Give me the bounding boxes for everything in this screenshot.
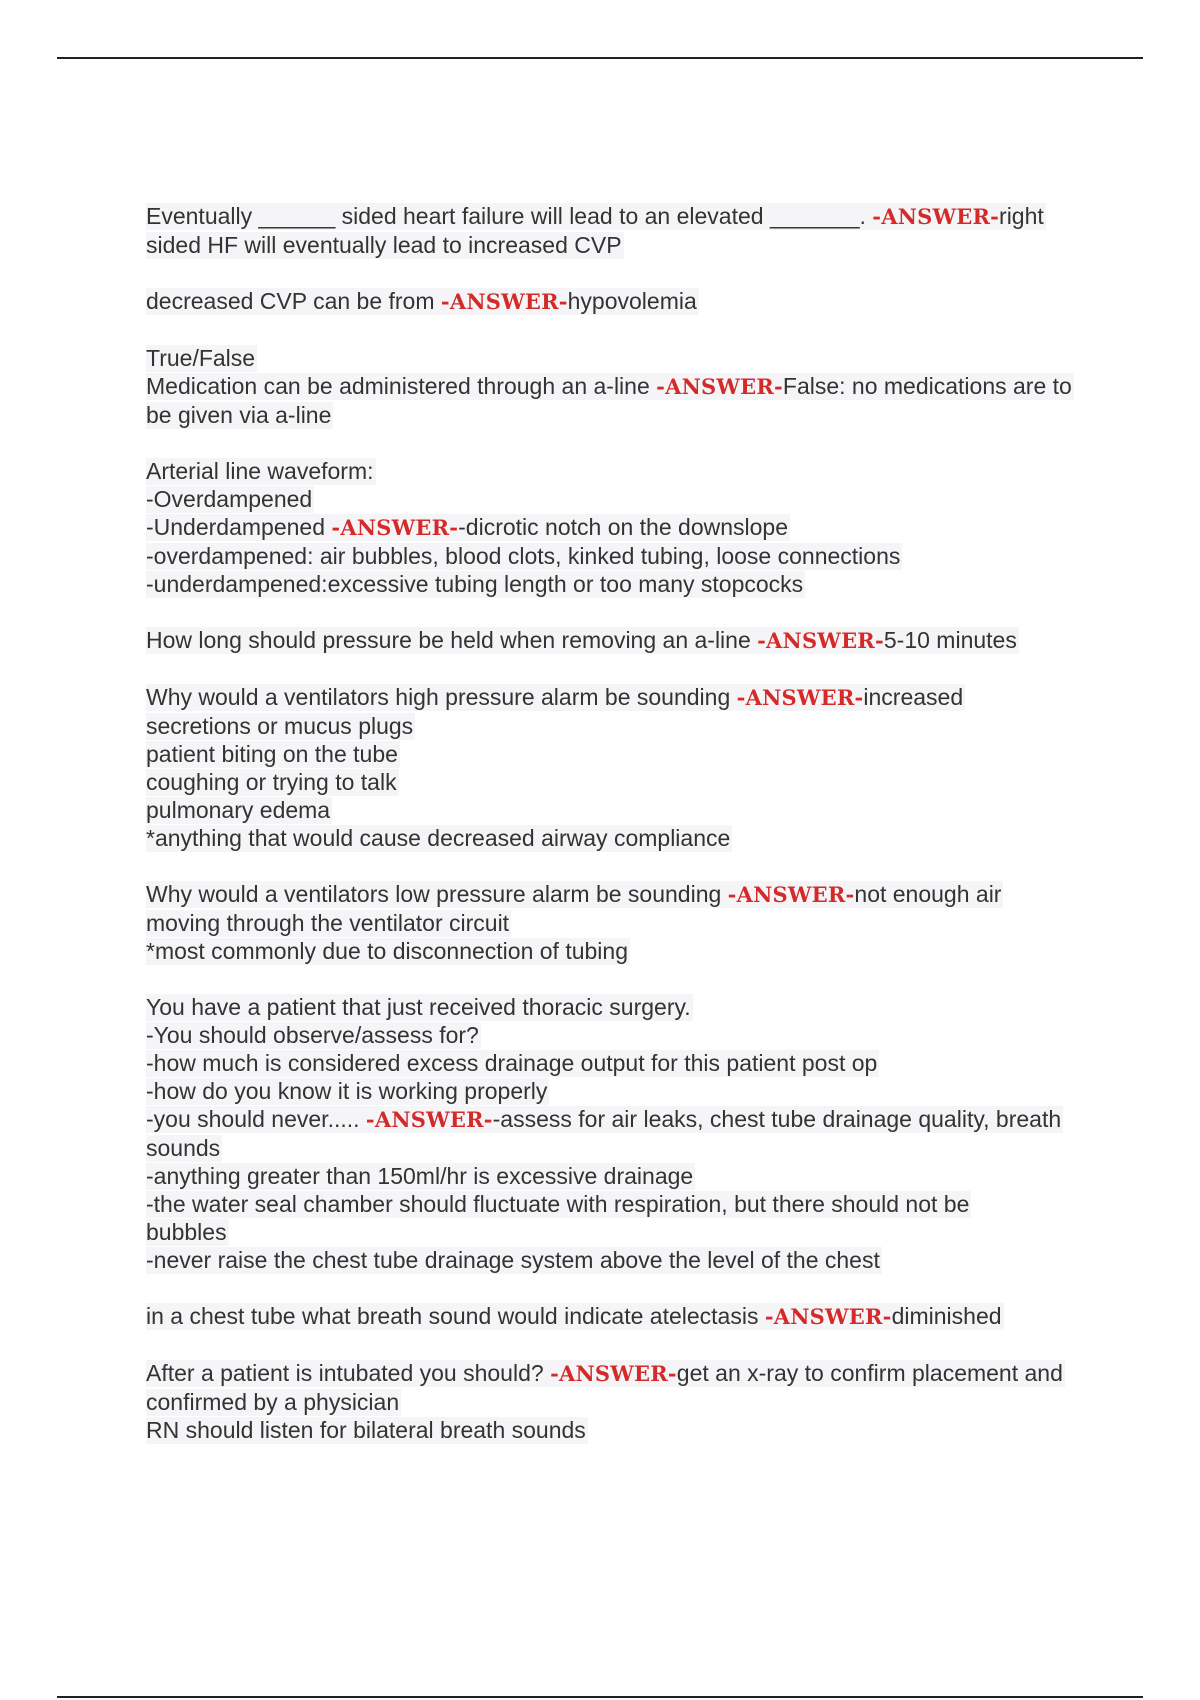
answer-text: right xyxy=(999,203,1044,229)
line-text: *anything that would cause decreased airway compliance xyxy=(146,825,731,851)
line-highlight xyxy=(146,825,732,852)
text-line xyxy=(146,1105,1106,1134)
text-line xyxy=(146,880,1106,909)
answer-tag: -ANSWER- xyxy=(727,882,855,907)
line-text: sided HF will eventually lead to increased CVP xyxy=(146,232,622,258)
line-highlight xyxy=(146,627,1019,654)
qa-entry xyxy=(146,1302,1106,1331)
line-text: -never raise the chest tube drainage system above the level of the chest xyxy=(146,1247,880,1273)
answer-tag: -ANSWER- xyxy=(440,289,568,314)
text-line xyxy=(146,1134,1106,1162)
text-line xyxy=(146,1162,1106,1190)
line-text: -underdampened:excessive tubing length or too many stopcocks xyxy=(146,571,804,597)
line-highlight xyxy=(146,288,699,315)
line-text: be given via a-line xyxy=(146,402,332,428)
line-highlight xyxy=(146,373,1074,400)
answer-text: -assess for air leaks, chest tube drainage quality, breath xyxy=(492,1106,1062,1132)
answer-text: -dicrotic notch on the downslope xyxy=(458,514,789,540)
line-highlight xyxy=(146,713,415,740)
qa-entry xyxy=(146,457,1106,598)
line-highlight xyxy=(146,881,1003,908)
line-highlight xyxy=(146,769,399,796)
qa-entry xyxy=(146,626,1106,655)
line-highlight xyxy=(146,458,376,485)
line-highlight xyxy=(146,1247,882,1274)
answer-tag: -ANSWER- xyxy=(365,1107,493,1132)
text-line xyxy=(146,1049,1106,1077)
line-highlight xyxy=(146,1360,1065,1387)
line-highlight xyxy=(146,402,333,429)
line-text: sounds xyxy=(146,1135,221,1161)
question-text: -you should never..... xyxy=(146,1106,366,1132)
text-line xyxy=(146,1246,1106,1274)
line-highlight xyxy=(146,684,965,711)
question-text: Why would a ventilators low pressure alarm be sounding xyxy=(146,881,728,907)
line-highlight xyxy=(146,938,630,965)
line-text: bubbles xyxy=(146,1219,227,1245)
answer-tag: -ANSWER- xyxy=(736,685,864,710)
qa-entry xyxy=(146,993,1106,1274)
line-highlight xyxy=(146,486,314,513)
qa-entry xyxy=(146,287,1106,316)
question-text: decreased CVP can be from xyxy=(146,288,441,314)
answer-tag: -ANSWER- xyxy=(872,204,1000,229)
text-line xyxy=(146,993,1106,1021)
line-highlight xyxy=(146,232,624,259)
line-text: -how much is considered excess drainage output for this patient post op xyxy=(146,1050,878,1076)
qa-entry xyxy=(146,880,1106,965)
text-line xyxy=(146,712,1106,740)
question-text: Eventually ______ sided heart failure will lead to an elevated _______. xyxy=(146,203,873,229)
line-text: moving through the ventilator circuit xyxy=(146,910,510,936)
qa-entry xyxy=(146,683,1106,852)
answer-tag: -ANSWER- xyxy=(656,374,783,399)
text-line xyxy=(146,202,1106,231)
line-highlight xyxy=(146,571,805,598)
line-text: *most commonly due to disconnection of tubing xyxy=(146,938,628,964)
answer-tag: -ANSWER- xyxy=(764,1304,892,1329)
line-text: secretions or mucus plugs xyxy=(146,713,414,739)
text-line xyxy=(146,1021,1106,1049)
text-line xyxy=(146,1218,1106,1246)
answer-text: hypovolemia xyxy=(567,288,697,314)
line-highlight xyxy=(146,1303,1004,1330)
document-body xyxy=(146,202,1106,1472)
line-text: -overdampened: air bubbles, blood clots, kinked tubing, loose connections xyxy=(146,543,901,569)
line-text: You have a patient that just received thoracic surgery. xyxy=(146,994,691,1020)
text-line xyxy=(146,513,1106,542)
footer-rule xyxy=(57,1696,1143,1698)
line-highlight xyxy=(146,1022,481,1049)
text-line xyxy=(146,542,1106,570)
line-highlight xyxy=(146,345,257,372)
question-text: Medication can be administered through an a-line xyxy=(146,373,657,399)
text-line xyxy=(146,372,1106,401)
text-line xyxy=(146,683,1106,712)
text-line xyxy=(146,1302,1106,1331)
text-line xyxy=(146,570,1106,598)
question-text: Why would a ventilators high pressure alarm be sounding xyxy=(146,684,737,710)
line-highlight xyxy=(146,797,332,824)
line-text: confirmed by a physician xyxy=(146,1389,400,1415)
line-highlight xyxy=(146,1219,229,1246)
line-highlight xyxy=(146,1417,588,1444)
question-text: After a patient is intubated you should? xyxy=(146,1360,551,1386)
text-line xyxy=(146,287,1106,316)
text-line xyxy=(146,937,1106,965)
qa-entry xyxy=(146,344,1106,429)
answer-text: diminished xyxy=(891,1303,1002,1329)
text-line xyxy=(146,1416,1106,1444)
line-highlight xyxy=(146,1050,879,1077)
line-highlight xyxy=(146,1389,401,1416)
text-line xyxy=(146,401,1106,429)
text-line xyxy=(146,1359,1106,1388)
text-line xyxy=(146,796,1106,824)
header-rule xyxy=(57,57,1143,59)
text-line xyxy=(146,740,1106,768)
answer-tag: -ANSWER- xyxy=(757,628,884,653)
line-text: -the water seal chamber should fluctuate with respiration, but there should not be xyxy=(146,1191,970,1217)
line-highlight xyxy=(146,1135,222,1162)
line-highlight xyxy=(146,203,1046,230)
text-line xyxy=(146,344,1106,372)
text-line xyxy=(146,1077,1106,1105)
text-line xyxy=(146,824,1106,852)
text-line xyxy=(146,626,1106,655)
text-line xyxy=(146,457,1106,485)
line-text: True/False xyxy=(146,345,256,371)
text-line xyxy=(146,1190,1106,1218)
answer-text: False: no medications are to xyxy=(782,373,1072,399)
line-text: -anything greater than 150ml/hr is excessive drainage xyxy=(146,1163,694,1189)
text-line xyxy=(146,231,1106,259)
line-text: -You should observe/assess for? xyxy=(146,1022,479,1048)
line-text: coughing or trying to talk xyxy=(146,769,397,795)
line-highlight xyxy=(146,1191,971,1218)
question-text: How long should pressure be held when removing an a-line xyxy=(146,627,758,653)
qa-entry xyxy=(146,202,1106,259)
answer-text: get an x-ray to confirm placement and xyxy=(676,1360,1063,1386)
answer-tag: -ANSWER- xyxy=(550,1361,677,1386)
answer-tag: -ANSWER- xyxy=(331,515,459,540)
line-highlight xyxy=(146,741,400,768)
qa-entry xyxy=(146,1359,1106,1444)
answer-text: 5-10 minutes xyxy=(883,627,1017,653)
line-highlight xyxy=(146,514,790,541)
question-text: -Underdampened xyxy=(146,514,332,540)
line-highlight xyxy=(146,1163,695,1190)
line-highlight xyxy=(146,994,693,1021)
line-text: RN should listen for bilateral breath sounds xyxy=(146,1417,586,1443)
line-text: -how do you know it is working properly xyxy=(146,1078,548,1104)
text-line xyxy=(146,909,1106,937)
text-line xyxy=(146,768,1106,796)
answer-text: not enough air xyxy=(854,881,1002,907)
line-highlight xyxy=(146,543,902,570)
text-line xyxy=(146,485,1106,513)
line-highlight xyxy=(146,910,511,937)
line-text: pulmonary edema xyxy=(146,797,331,823)
line-highlight xyxy=(146,1078,549,1105)
answer-text: increased xyxy=(863,684,964,710)
line-text: Arterial line waveform: xyxy=(146,458,374,484)
line-highlight xyxy=(146,1106,1063,1133)
line-text: patient biting on the tube xyxy=(146,741,398,767)
line-text: -Overdampened xyxy=(146,486,313,512)
text-line xyxy=(146,1388,1106,1416)
question-text: in a chest tube what breath sound would indicate atelectasis xyxy=(146,1303,765,1329)
